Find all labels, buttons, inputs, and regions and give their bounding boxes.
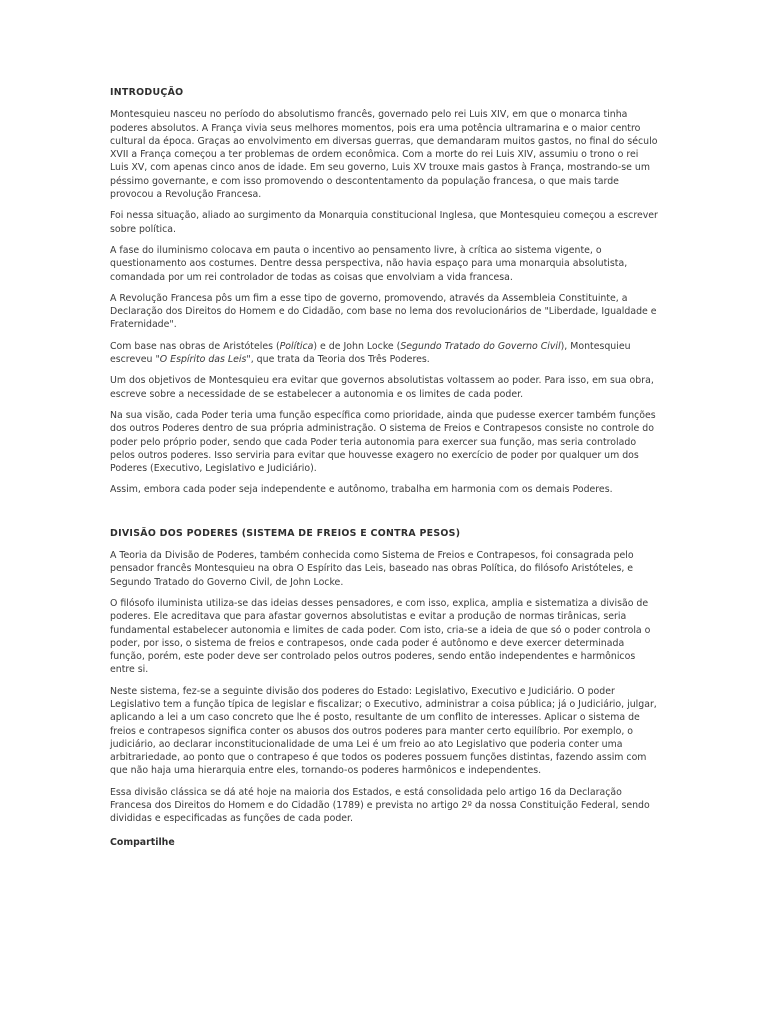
text-fragment: ) e de John Locke ( [313,340,401,352]
section-heading-divisao: DIVISÃO DOS PODERES (SISTEMA DE FREIOS E CONTRA PESOS) [110,527,461,539]
paragraph: Montesquieu nasceu no período do absolutismo francês, governado pelo rei Luis XIV, em que o monarca tinha poderes absolutos. A França vivia seus melhores momentos, pois era uma potência ultramarina e o maior centro cultural da época. Graças ao envolvimento em diversas guerras, que demandaram muitos gastos, no final do século XVII a França começou a ter problemas de ordem econômica. Com a morte do rei Luis XIV, assumiu o trono o rei Luis XV, com apenas cinco anos de idade. Em seu governo, Luis XV trouxe mais gastos à França, mostrando-se um péssimo governante, e com isso promovendo o descontentamento da população francesa, o que mais tarde provocou a Revolução Francesa. [110,109,658,201]
paragraph: Essa divisão clássica se dá até hoje na maioria dos Estados, e está consolidada pelo artigo 16 da Declaração Francesa dos Direitos do Homem e do Cidadão (1789) e prevista no artigo 2º da nossa Constituição Federal, sendo divididas e especificadas as funções de cada poder. [110,786,650,825]
work-title-politica: Política [279,340,314,352]
section-spacer [110,505,658,527]
paragraph: Na sua visão, cada Poder teria uma função específica como prioridade, ainda que pudesse exercer também funções dos outros Poderes dentro de sua própria administração. O sistema de Freios e Contrapesos consiste no controle do poder pelo próprio poder, sendo que cada Poder teria autonomia para exercer sua função, mas seria controlado pelos outros poderes. Isso serviria para evitar que houvesse exagero no exercício de poder por qualquer um dos Poderes (Executivo, Legislativo e Judiciário). [110,409,656,475]
paragraph: A Revolução Francesa pôs um fim a esse tipo de governo, promovendo, através da Assembleia Constituinte, a Declaração dos Direitos do Homem e do Cidadão, com base no lema dos revolucionários de "Liberdade, Igualdade e Fraternidade". [110,292,657,331]
text-fragment: ", que trata da Teoria dos Três Poderes. [246,354,430,366]
paragraph: Assim, embora cada poder seja independente e autônomo, trabalha em harmonia com os demais Poderes. [110,484,613,496]
work-title-segundo-tratado: Segundo Tratado do Governo Civil [400,340,561,352]
share-label[interactable]: Compartilhe [110,836,175,848]
paragraph: A Teoria da Divisão de Poderes, também conhecida como Sistema de Freios e Contrapesos, foi consagrada pelo pensador francês Montesquieu na obra O Espírito das Leis, baseado nas obras Política, do filósofo Aristóteles, e Segundo Tratado do Governo Civil, de John Locke. [110,550,634,588]
paragraph: Um dos objetivos de Montesquieu era evitar que governos absolutistas voltassem ao poder. Para isso, em sua obra, escreve sobre a necessidade de se estabelecer a autonomia e os limites de cada poder. [110,375,654,400]
paragraph: Foi nessa situação, aliado ao surgimento da Monarquia constitucional Inglesa, que Montesquieu começou a escrever sobre política. [110,210,658,235]
document-body [110,86,658,849]
work-title-espirito-das-leis: O Espírito das Leis [159,354,247,366]
paragraph: A fase do iluminismo colocava em pauta o incentivo ao pensamento livre, à crítica ao sistema vigente, o questionamento aos costumes. Dentre dessa perspectiva, não havia espaço para uma monarquia absolutista, comandada por um rei controlador de todas as coisas que envolviam a vida francesa. [110,244,628,283]
text-fragment: Com base nas obras de Aristóteles ( [110,340,280,352]
paragraph: Neste sistema, fez-se a seguinte divisão dos poderes do Estado: Legislativo, Executivo e Judiciário. O poder Legislativo tem a função típica de legislar e fiscalizar; o Executivo, administrar a coisa pública; já o Judiciário, julgar, aplicando a lei a um caso concreto que lhe é posto, resultante de um conflito de interesses. Aplicar o sistema de freios e contrapesos significa conter os abusos dos outros poderes para manter certo equilíbrio. Por exemplo, o judiciário, ao declarar inconstitucionalidade de uma Lei é um freio ao ato Legislativo que poderia conter uma arbitrariedade, ao ponto que o contrapeso é que todos os poderes possuem funções distintas, fazendo assim com que não haja uma hierarquia entre eles, tornando-os poderes harmônicos e independentes. [110,685,657,777]
text-fragment: ), Montesquieu escreveu " [110,340,631,366]
paragraph-works [110,340,658,367]
paragraph: O filósofo iluminista utiliza-se das ideias desses pensadores, e com isso, explica, amplia e sistematiza a divisão de poderes. Ele acreditava que para afastar governos absolutistas e evitar a produção de normas tirânicas, seria fundamental estabelecer autonomia e limites de cada poder. Com isto, cria-se a ideia de que só o poder controla o poder, por isso, o sistema de freios e contrapesos, onde cada poder é autônomo e deve exercer determinada função, porém, este poder deve ser controlado pelos outros poderes, sendo então independentes e harmônicos entre si. [110,597,651,676]
section-heading-introducao: INTRODUÇÃO [110,87,184,98]
